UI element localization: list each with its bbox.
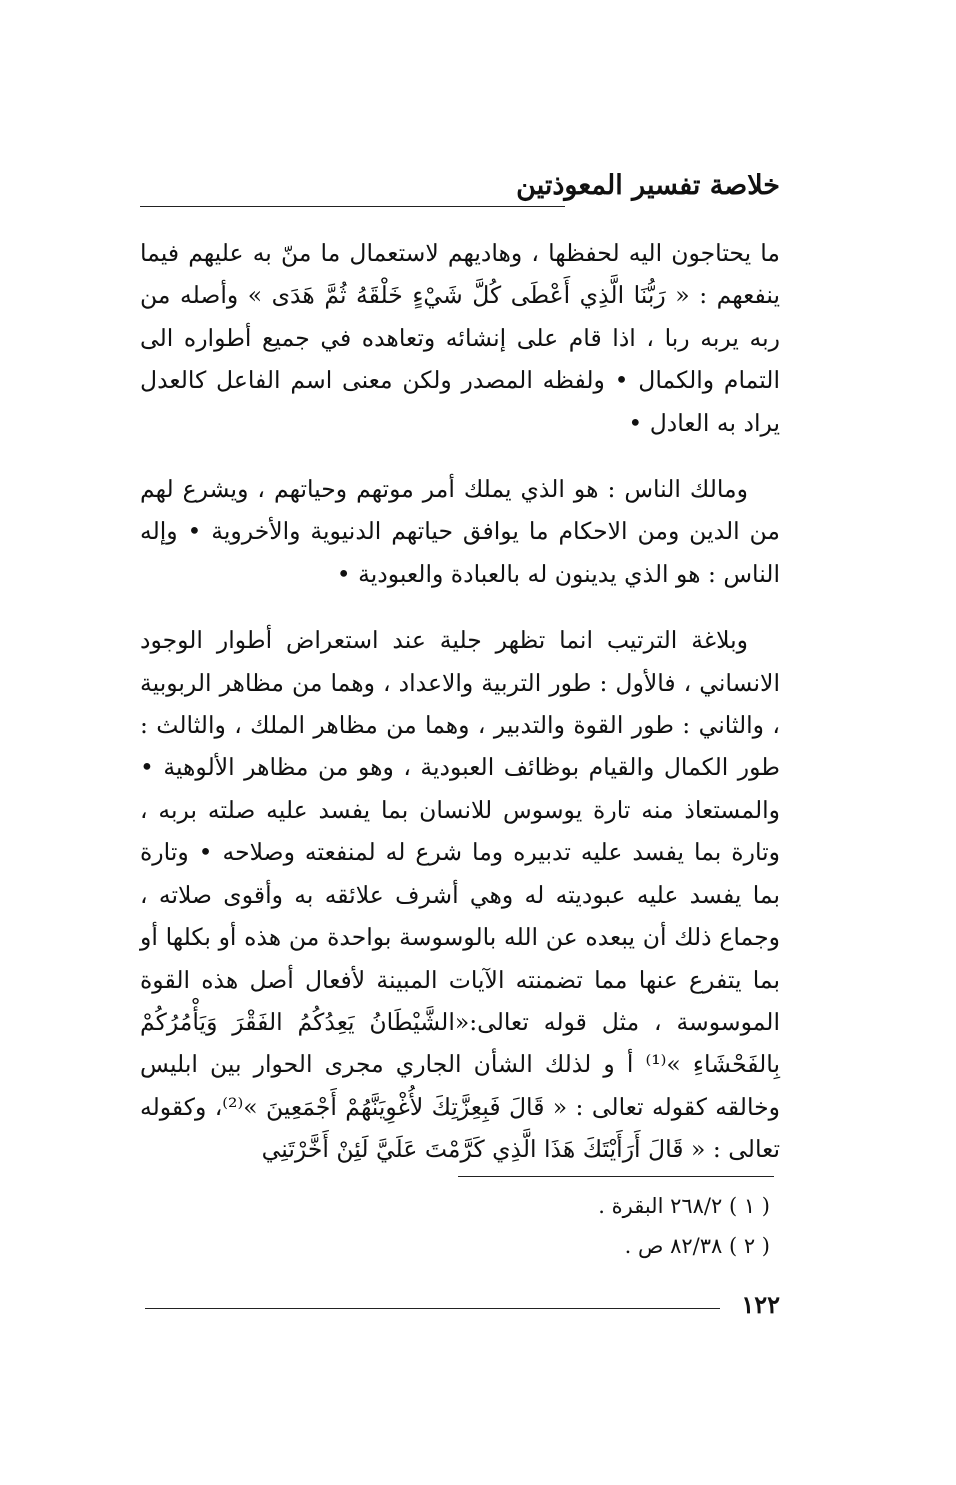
footnote-2: ( ٢ ) ٨٢/٣٨ ص . [624, 1234, 770, 1258]
page-footer [140, 1290, 780, 1320]
paragraph-1: ما يحتاجون اليه لحفظها ، وهاديهم لاستعمال ما منّ به عليهم فيما ينفعهم : « رَبُّنَا الَّذِي أَعْطَى كُلَّ شَيْءٍ خَلْقَهُ ثُمَّ هَدَى » وأصله من ربه يربه ربا ، اذا قام على إنشائه وتعاهده في جميع أطواره الى التمام والكمال • ولفظه المصدر ولكن معنى اسم الفاعل كالعدل يراد به العادل • [140, 239, 780, 437]
footnote-1: ( ١ ) ٢٦٨/٢ البقرة . [598, 1194, 770, 1218]
running-header [140, 168, 780, 220]
body-text [140, 232, 780, 1171]
footer-rule [145, 1308, 720, 1309]
footnotes [420, 1186, 770, 1266]
paragraph-2: ومالك الناس : هو الذي يملك أمر موتهم وحياتهم ، ويشرع لهم من الدين ومن الاحكام ما يوافق حياتهم الدنيوية والأخروية • وإله الناس : هو الذي يدينون له بالعبادة والعبودية • [140, 475, 780, 588]
header-title: خلاصة تفسير المعوذتين [516, 170, 780, 201]
footnote-rule [458, 1176, 774, 1177]
header-rule [140, 206, 565, 207]
paragraph-3: وبلاغة الترتيب انما تظهر جلية عند استعراض أطوار الوجود الانساني ، فالأول : طور التربية والاعداد ، وهما من مظاهر الربوبية ، والثاني : طور القوة والتدبير ، وهما من مظاهر الملك ، والثالث : طور الكمال والقيام بوظائف العبودية ، وهو من مظاهر الألوهية • والمستعاذ منه تارة يوسوس للانسان بما يفسد عليه صلته بربه ، وتارة بما يفسد عليه تدبيره وما شرع له لمنفعته وصلاحه • وتارة بما يفسد عليه عبوديته له وهي أشرف علائقه به وأقوى صلاته ، وجماع ذلك أن يبعده عن الله بالوسوسة بواحدة من هذه أو بكلها أو بما يتفرع عنها مما تضمنته الآيات المبينة لأفعال أصل هذه القوة الموسوسة ، مثل قوله تعالى:«الشَّيْطَانُ يَعِدُكُمُ الفَقْرَ وَيَأْمُرُكُمْ بِالفَحْشَاءِ »⁽¹⁾ أ و لذلك الشأن الجاري مجرى الحوار بين ابليس وخالقه كقوله تعالى : « قَالَ فَبِعِزَّتِكَ لأُغْوِيَنَّهُمْ أَجْمَعِينَ »⁽²⁾، وكقوله تعالى : « قَالَ أَرَأَيْتَكَ هَذَا الَّذِي كَرَّمْتَ عَلَيَّ لَئِنْ أَخَّرْتَنِي [140, 626, 780, 1164]
page-number: ١٢٢ [741, 1290, 780, 1319]
